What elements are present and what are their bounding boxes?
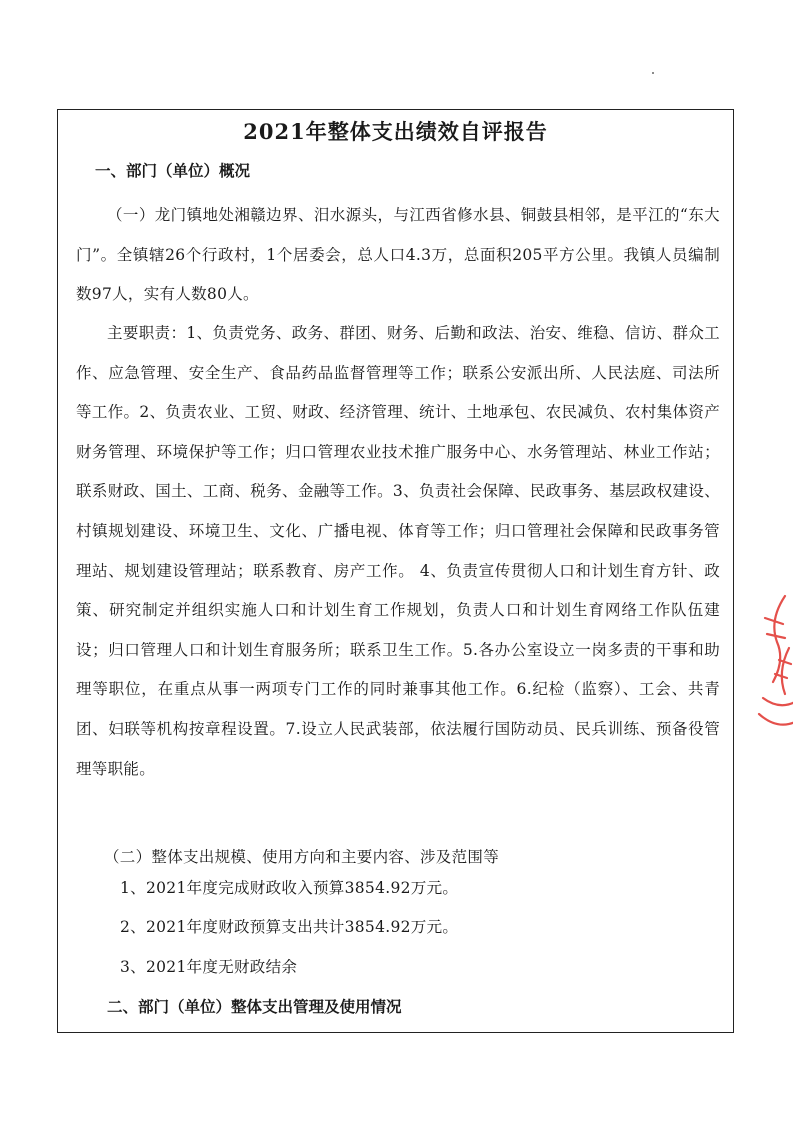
overview-paragraph: （一）龙门镇地处湘赣边界、汨水源头，与江西省修水县、铜鼓县相邻，是平江的“东大门”。全镇辖26个行政村，1个居委会，总人口4.3万，总面积205平方公里。我镇人员编制数97人，实有人数80人。 bbox=[76, 206, 720, 304]
section1-heading: 一、部门（单位）概况 bbox=[95, 161, 251, 180]
page-title: 2021年整体支出绩效自评报告 bbox=[243, 119, 548, 144]
expenditure-subheading: （二）整体支出规模、使用方向和主要内容、涉及范围等 bbox=[104, 848, 500, 866]
duties-paragraph: 主要职责：1、负责党务、政务、群团、财务、后勤和政法、治安、维稳、信访、群众工作、应急管理、安全生产、食品药品监督管理等工作；联系公安派出所、人民法庭、司法所等工作。2、负责农业、工贸、财政、经济管理、统计、土地承包、农民减负、农村集体资产财务管理、环境保护等工作；归口管理农业技术推广服务中心、水务管理站、林业工作站；联系财政、国土、工商、税务、金融等工作。3、负责社会保障、民政事务、基层政权建设、村镇规划建设、环境卫生、文化、广播电视、体育等工作；归口管理社会保障和民政事务管理站、规划建设管理站；联系教育、房产工作。 4、负责宣传贯彻人口和计划生育方针、政策、研究制定并组织实施人口和计划生育工作规划，负责人口和计划生育网络工作队伍建设；归口管理人口和计划生育服务所；联系卫生工作。5.各办公室设立一岗多责的干事和助理等职位，在重点从事一两项专门工作的同时兼事其他工作。6.纪检（监察）、工会、共青团、妇联等机构按章程设置。7.设立人民武装部，依法履行国防动员、民兵训练、预备役管理等职能。 bbox=[76, 324, 720, 778]
seal-icon bbox=[755, 590, 793, 740]
item-1: 1、2021年度完成财政收入预算3854.92万元。 bbox=[120, 879, 459, 897]
overview-block bbox=[76, 196, 720, 315]
item-3: 3、2021年度无财政结余 bbox=[120, 958, 298, 976]
scan-speck bbox=[652, 72, 654, 74]
official-seal-fragment bbox=[755, 590, 793, 740]
duties-block bbox=[76, 314, 720, 789]
section2-heading: 二、部门（单位）整体支出管理及使用情况 bbox=[107, 997, 402, 1016]
item-2: 2、2021年度财政预算支出共计3854.92万元。 bbox=[120, 918, 459, 936]
